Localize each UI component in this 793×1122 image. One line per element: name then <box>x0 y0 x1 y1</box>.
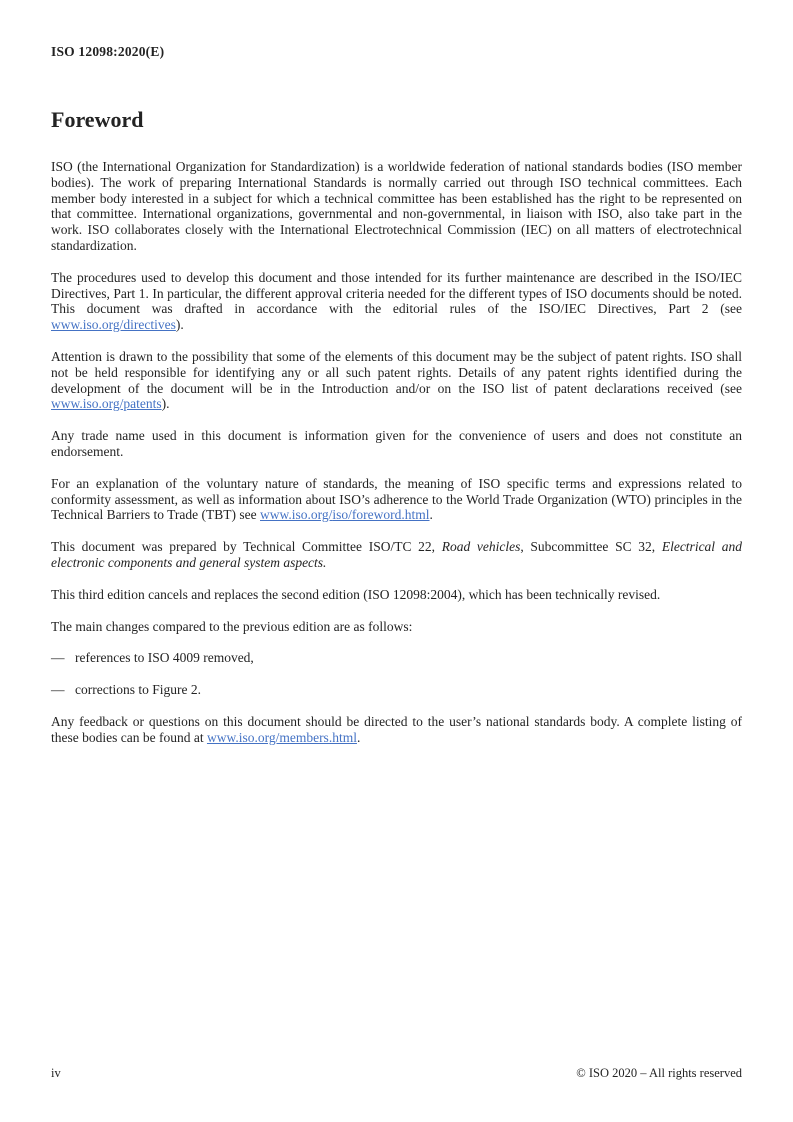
paragraph: This third edition cancels and replaces the second edition (ISO 12098:2004), which has been technically revised. <box>51 586 661 602</box>
list-dash: — <box>51 682 65 698</box>
paragraph: The main changes compared to the previous edition are as follows: <box>51 618 413 634</box>
paragraph: Any feedback or questions on this document should be directed to the user’s national standards body. A complete listing of these bodies can be found at www.iso.org/members.html. <box>51 713 742 745</box>
italic-text: Road vehicles <box>441 539 521 555</box>
list-dash: — <box>51 650 65 666</box>
paragraph: For an explanation of the voluntary nature of standards, the meaning of ISO specific terms and expressions related to conformity assessment, as well as information about ISO’s adherence to the World Trade Organization (WTO) principles in the Technical Barriers to Trade (TBT) see www.iso.org/iso/foreword.html. <box>51 475 742 523</box>
paragraph: Attention is drawn to the possibility that some of the elements of this document may be the subject of patent rights. ISO shall not be held responsible for identifying any or all such patent rights. Details of any patent rights identified during the development of the document will be in the Introduction and/or on the ISO list of patent declarations received (see www.iso.org/patents). <box>51 348 742 412</box>
list-item: — references to ISO 4009 removed, <box>51 650 254 666</box>
link-iso-patents[interactable]: www.iso.org/patents <box>51 396 162 412</box>
paragraph: Any trade name used in this document is information given for the convenience of users and does not constitute an endorsement. <box>51 428 742 459</box>
list-item: — corrections to Figure 2. <box>51 682 201 698</box>
page-title: Foreword <box>51 107 144 132</box>
paragraph: The procedures used to develop this document and those intended for its further maintenance are described in the ISO/IEC Directives, Part 1. In particular, the different approval criteria needed for the different types of ISO documents should be noted. This document was drafted in accordance with the editorial rules of the ISO/IEC Directives, Part 2 (see www.iso.org/directives). <box>51 269 742 333</box>
foreword-body <box>51 159 742 746</box>
page-footer <box>51 1066 742 1081</box>
paragraph: This document was prepared by Technical Committee ISO/TC 22, Road vehicles, Subcommittee SC 32, Electrical and electronic components and general system aspects. <box>51 539 742 570</box>
copyright-notice: © ISO 2020 – All rights reserved <box>576 1066 742 1080</box>
document-number: ISO 12098:2020(E) <box>51 44 165 59</box>
italic-text: Electrical and electronic components and general system aspects. <box>51 539 742 570</box>
link-iso-directives[interactable]: www.iso.org/directives <box>51 317 176 333</box>
link-iso-members[interactable]: www.iso.org/members.html <box>206 729 357 745</box>
page-number: iv <box>51 1066 61 1080</box>
link-iso-foreword[interactable]: www.iso.org/iso/foreword.html <box>260 507 430 523</box>
paragraph: ISO (the International Organization for Standardization) is a worldwide federation of national standards bodies (ISO member bodies). The work of preparing International Standards is normally carried out through ISO technical committees. Each member body interested in a subject for which a technical committee has been established has the right to be represented on that committee. International organizations, governmental and non-governmental, in liaison with ISO, also take part in the work. ISO collaborates closely with the International Electrotechnical Commission (IEC) on all matters of electrotechnical standardization. <box>51 159 742 253</box>
